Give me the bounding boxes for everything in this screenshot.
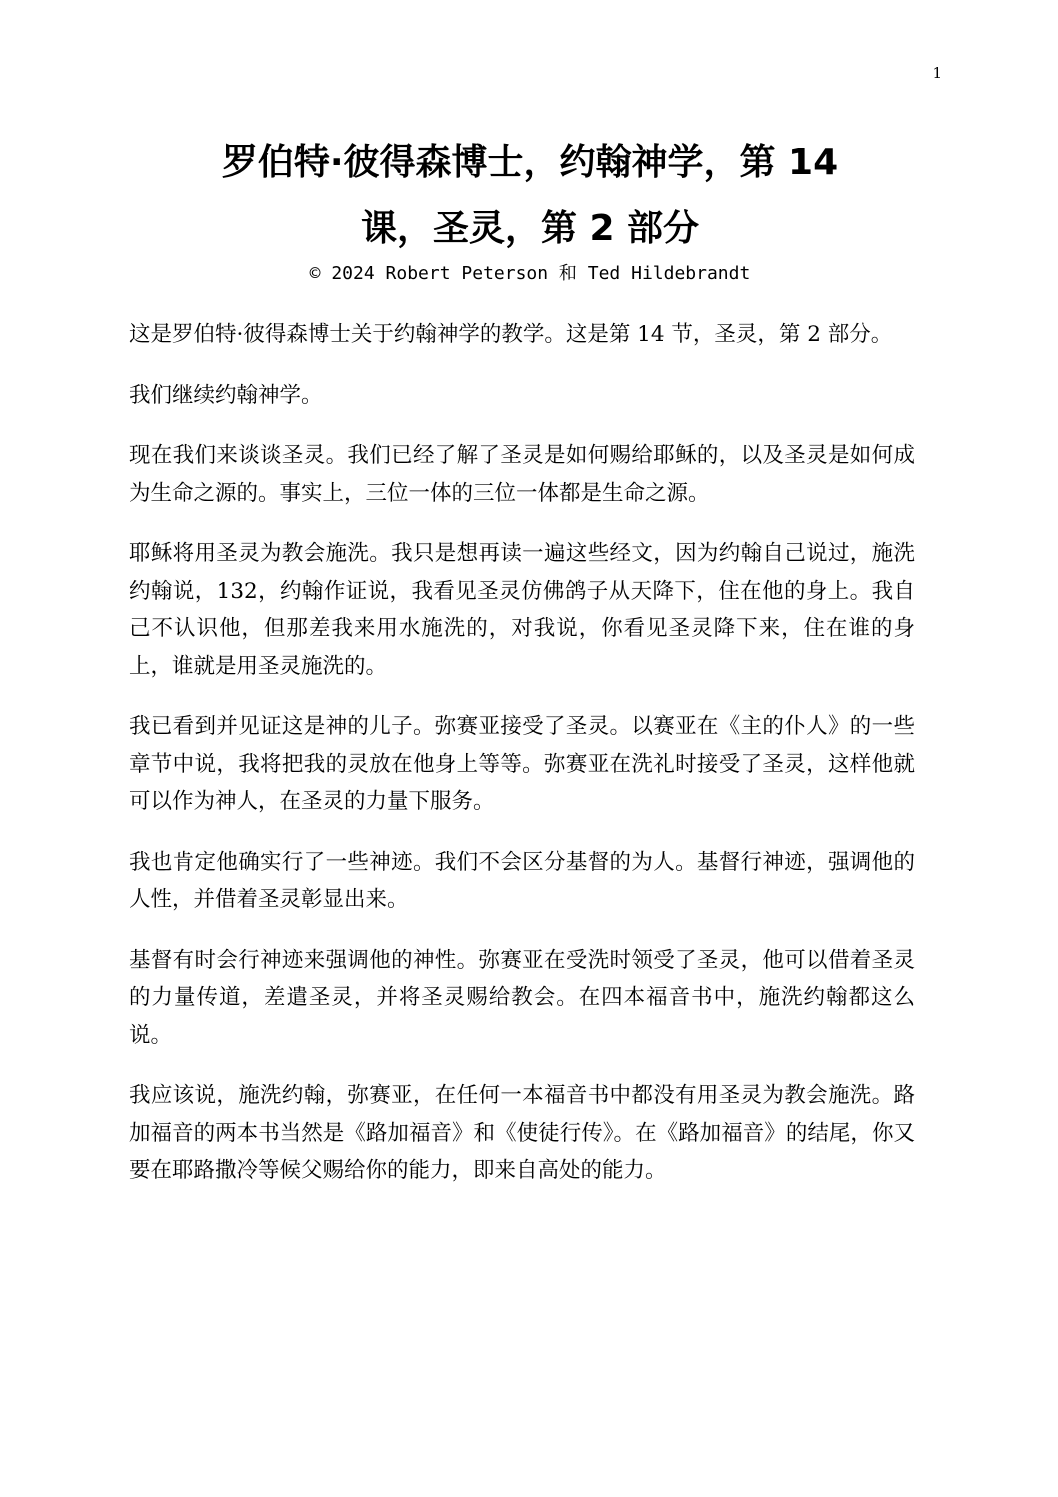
title-line-2: 课，圣灵，第 2 部分: [360, 208, 700, 249]
paragraph-6: 我也肯定他确实行了一些神迹。我们不会区分基督的为人。基督行神迹，强调他的人性，并借着圣灵彰显出来。: [129, 849, 915, 912]
copyright-line: © 2024 Robert Peterson 和 Ted Hildebrandt: [309, 263, 751, 284]
paragraph-3: 现在我们来谈谈圣灵。我们已经了解了圣灵是如何赐给耶稣的，以及圣灵是如何成为生命之源的。事实上，三位一体的三位一体都是生命之源。: [129, 443, 915, 506]
paragraph-4: 耶稣将用圣灵为教会施洗。我只是想再读一遍这些经文，因为约翰自己说过，施洗约翰说，132，约翰作证说，我看见圣灵仿佛鸽子从天降下，住在他的身上。我自己不认识他，但那差我来用水施洗的，对我说，你看见圣灵降下来，住在谁的身上，谁就是用圣灵施洗的。: [129, 541, 915, 679]
paragraph-2: 我们继续约翰神学。: [129, 382, 323, 408]
paragraph-5: 我已看到并见证这是神的儿子。弥赛亚接受了圣灵。以赛亚在《主的仆人》的一些章节中说，我将把我的灵放在他身上等等。弥赛亚在洗礼时接受了圣灵，这样他就可以作为神人，在圣灵的力量下服务。: [129, 714, 915, 814]
document-title: [150, 130, 910, 262]
title-line-1: 罗伯特·彼得森博士，约翰神学，第 14: [221, 142, 839, 183]
body-text: [129, 316, 915, 1213]
page-number: 1: [932, 64, 942, 82]
paragraph-1: 这是罗伯特·彼得森博士关于约翰神学的教学。这是第 14 节，圣灵，第 2 部分。: [129, 322, 893, 347]
paragraph-7: 基督有时会行神迹来强调他的神性。弥赛亚在受洗时领受了圣灵，他可以借着圣灵的力量传道，差遣圣灵，并将圣灵赐给教会。在四本福音书中，施洗约翰都这么说。: [129, 947, 915, 1048]
paragraph-8: 我应该说，施洗约翰，弥赛亚，在任何一本福音书中都没有用圣灵为教会施洗。路加福音的两本书当然是《路加福音》和《使徒行传》。在《路加福音》的结尾，你又要在耶路撒冷等候父赐给你的能力，即来自高处的能力。: [129, 1083, 915, 1183]
